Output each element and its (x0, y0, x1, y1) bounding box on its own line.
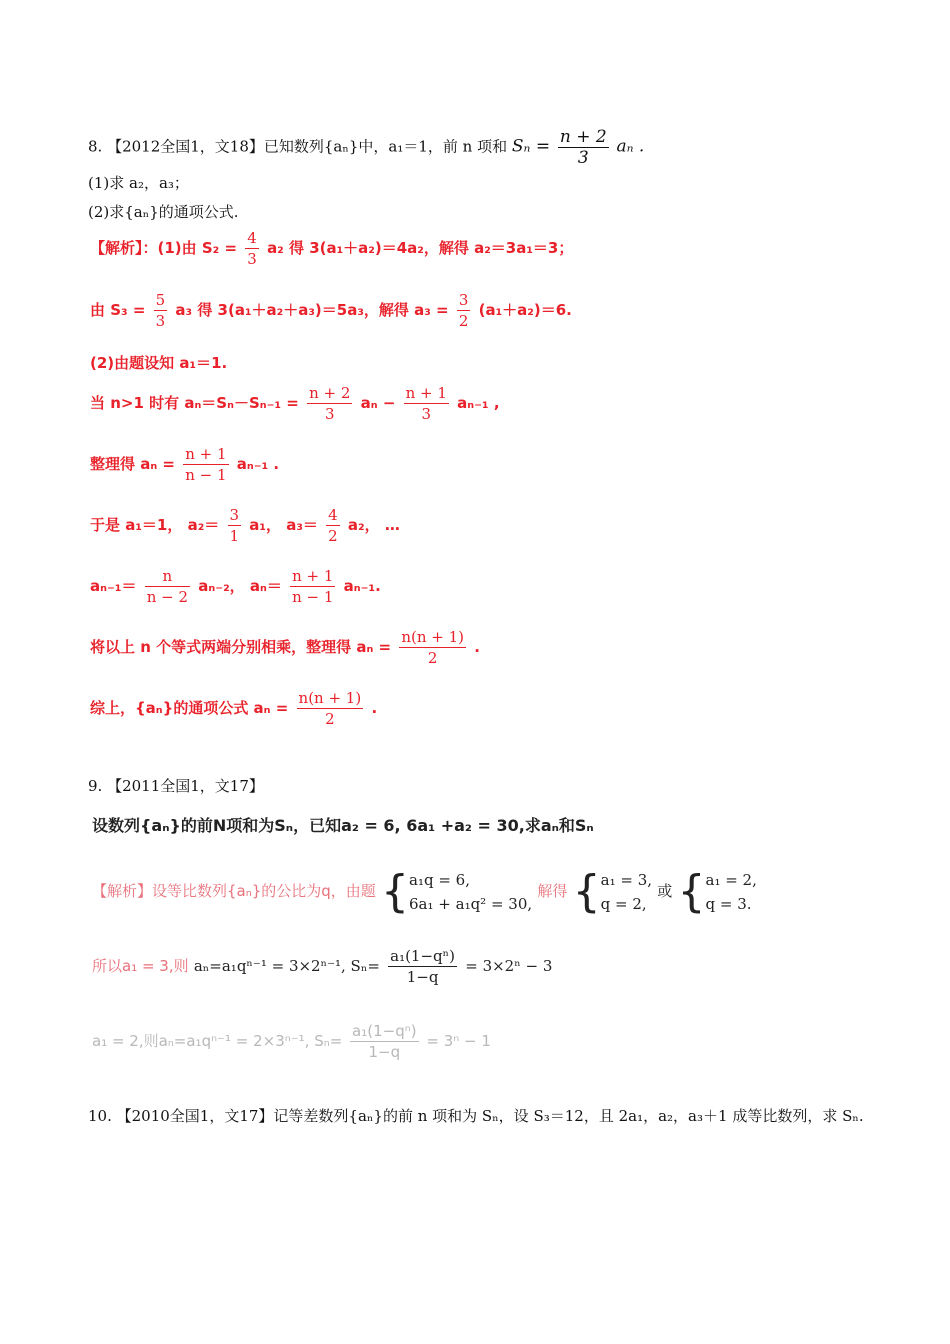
solution-9-line-1: 【解析】设等比数列{aₙ}的公比为q，由题 { a₁q = 6, 6a₁ + a₁q² = 30, 解得 { a₁ = 3, q = 2, 或 { a₁ = 2, q = 3. (92, 866, 757, 917)
problem-9-statement: 设数列{aₙ}的前N项和为Sₙ，已知a₂ = 6, 6a₁ +a₂ = 30,求aₙ和Sₙ (92, 816, 594, 835)
problem-9-header: 9. 【2011全国1，文17】 (88, 777, 264, 795)
solution-8-line-9: 综上，{aₙ}的通项公式 aₙ = $\frac{n(n + 1)}{2}$ . (90, 689, 378, 728)
solution-8-line-1: 【解析】：(1)由 S₂ = $\frac{4}{3}$ a₂ 得 3(a₁＋a₂)＝4a₂，解得 a₂＝3a₁＝3； (90, 229, 574, 268)
problem-10-text: 10. 【2010全国1，文17】记等差数列{aₙ}的前 n 项和为 Sₙ，设 S₃＝12，且 2a₁，a₂，a₃＋1 成等比数列，求 Sₙ. (88, 1107, 864, 1125)
solution-8-line-5: 整理得 aₙ = $\frac{n + 1}{n - 1}$ aₙ₋₁ . (90, 445, 280, 484)
problem-8-question-1: (1)求 a₂，a₃； (88, 174, 189, 192)
solution-8-line-8: 将以上 n 个等式两端分别相乘，整理得 aₙ = $\frac{n(n + 1)}{2}$ . (90, 628, 480, 667)
solution-8-line-7: aₙ₋₁＝ $\frac{n}{n - 2}$ aₙ₋₂， aₙ＝ $\frac{n + 1}{n - 1}$ aₙ₋₁. (90, 567, 381, 606)
solution-8-line-4: 当 n>1 时有 aₙ＝Sₙ－Sₙ₋₁ = $\frac{n + 2}{3}$ aₙ − $\frac{n + 1}{3}$ aₙ₋₁ , (90, 384, 500, 423)
problem-8-question-2: (2)求{aₙ}的通项公式. (88, 203, 239, 221)
solution-9-line-3-faded: a₁ = 2,则aₙ=a₁qⁿ⁻¹ = 2×3ⁿ⁻¹, Sₙ= $\frac{\text{a₁(1−qⁿ)}}{1-q}$ = 3ⁿ − 1 (92, 1022, 491, 1061)
solution-8-line-2: 由 S₃ = $\frac{5}{3}$ a₃ 得 3(a₁＋a₂＋a₃)＝5a₃，解得 a₃ = $\frac{3}{2}$ (a₁＋a₂)＝6. (90, 291, 572, 330)
problem-8-header: 8. 【2012全国1，文18】已知数列{aₙ}中，a₁＝1，前 n 项和 Sₙ = $\frac{n + 2}{3}$ aₙ . (88, 127, 645, 168)
solution-8-line-3: (2)由题设知 a₁＝1. (90, 354, 228, 372)
solution-9-line-2: 所以a₁ = 3,则 aₙ=a₁qⁿ⁻¹ = 3×2ⁿ⁻¹, Sₙ= $\frac{\text{a₁(1−qⁿ)}}{1-q}$ = 3×2ⁿ − 3 (92, 947, 553, 986)
sn-fraction: $\frac{n + 2}{3}$ (559, 127, 607, 168)
solution-8-line-6: 于是 a₁＝1， a₂＝ $\frac{3}{1}$ a₁， a₃＝ $\frac{4}{2}$ a₂， … (90, 506, 400, 545)
